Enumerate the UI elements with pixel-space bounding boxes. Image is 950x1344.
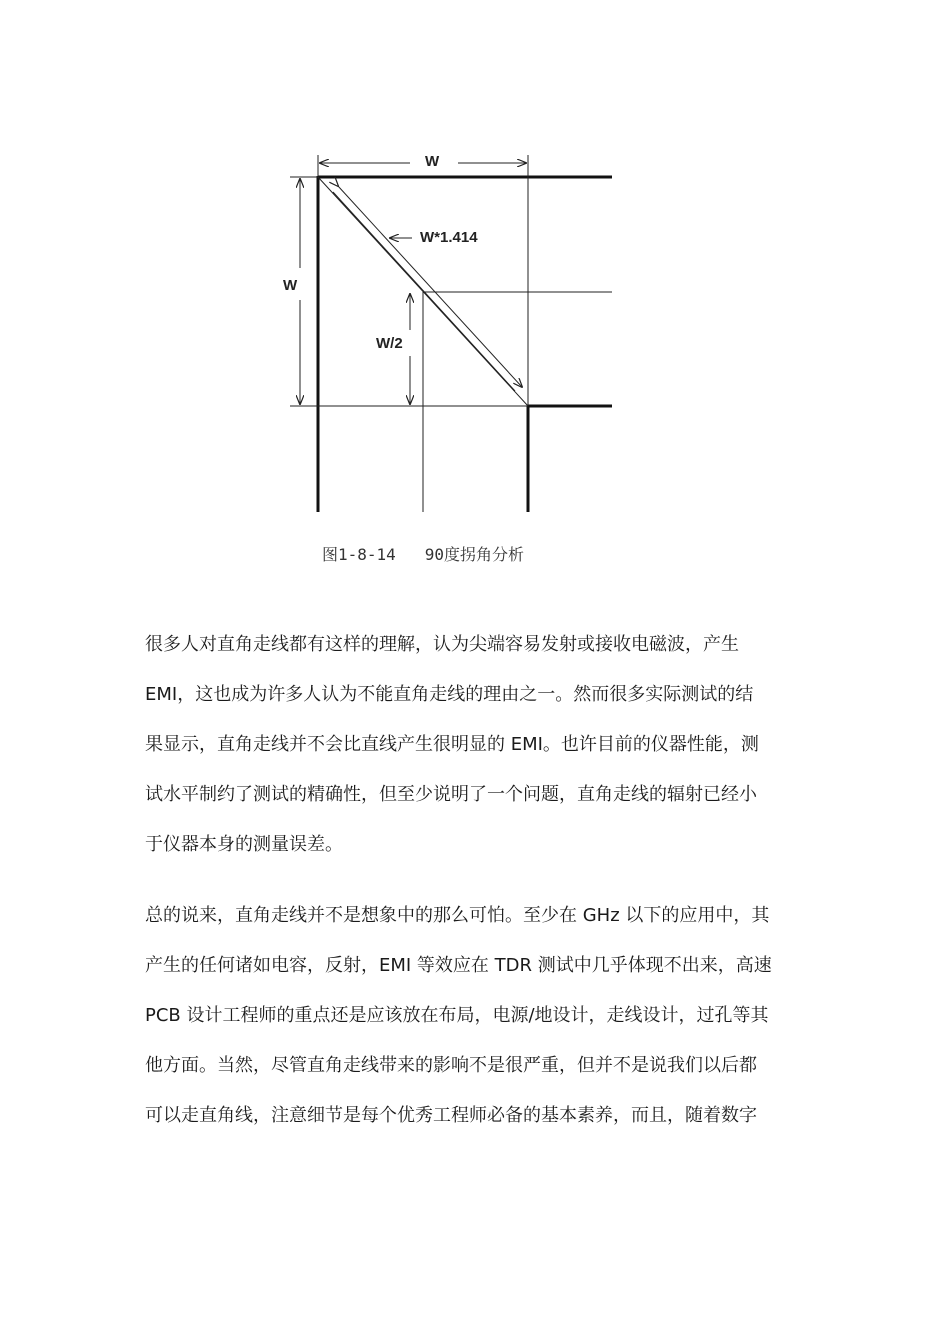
corner-analysis-figure bbox=[0, 0, 950, 540]
paragraph-line: 产生的任何诸如电容，反射，EMI 等效应在 TDR 测试中几乎体现不出来，高速 bbox=[145, 955, 772, 976]
figure-caption: 图1-8-14 90度拐角分析 bbox=[322, 545, 524, 564]
paragraph-2 bbox=[145, 899, 810, 1149]
paragraph-line: EMI，这也成为许多人认为不能直角走线的理由之一。然而很多实际测试的结 bbox=[145, 684, 754, 705]
diagonal-arrow bbox=[338, 186, 522, 387]
paragraph-line: 试水平制约了测试的精确性，但至少说明了一个问题，直角走线的辐射已经小 bbox=[145, 784, 757, 805]
half-label: W/2 bbox=[376, 335, 403, 352]
paragraph-line: 很多人对直角走线都有这样的理解，认为尖端容易发射或接收电磁波，产生 bbox=[145, 634, 739, 655]
top-width-label: W bbox=[425, 153, 440, 170]
corner-diagram bbox=[0, 0, 950, 540]
left-height-label: W bbox=[283, 277, 298, 294]
paragraph-line: 于仪器本身的测量误差。 bbox=[145, 834, 343, 855]
paragraph-line: 果显示，直角走线并不会比直线产生很明显的 EMI。也许目前的仪器性能，测 bbox=[145, 734, 759, 755]
paragraph-1 bbox=[145, 628, 810, 878]
paragraph-line: 总的说来，直角走线并不是想象中的那么可怕。至少在 GHz 以下的应用中，其 bbox=[145, 905, 770, 926]
diagonal-label: W*1.414 bbox=[420, 229, 478, 246]
paragraph-line: PCB 设计工程师的重点还是应该放在布局，电源/地设计，走线设计，过孔等其 bbox=[145, 1005, 769, 1026]
paragraph-line: 他方面。当然，尽管直角走线带来的影响不是很严重，但并不是说我们以后都 bbox=[145, 1055, 757, 1076]
paragraph-line: 可以走直角线，注意细节是每个优秀工程师必备的基本素养，而且，随着数字 bbox=[145, 1105, 757, 1126]
